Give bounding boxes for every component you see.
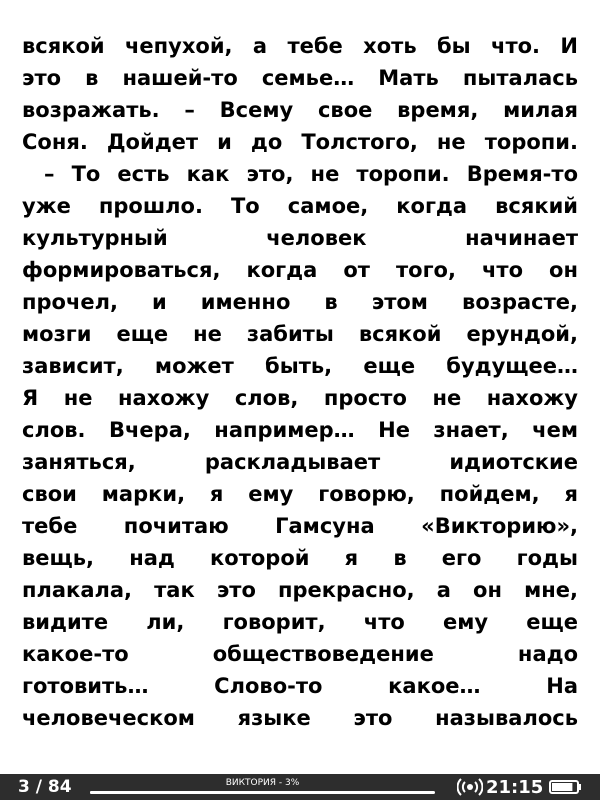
clock: 21:15 xyxy=(486,777,544,798)
text-line: уже прошло. То самое, когда всякий xyxy=(22,194,578,218)
text-line: видите ли, говорит, что ему еще xyxy=(22,610,578,634)
text-line: Соня. Дойдет и до Толстого, не торопи. xyxy=(22,130,578,154)
reading-progress[interactable] xyxy=(90,777,435,797)
text-line: формироваться, когда от того, что он xyxy=(22,258,578,282)
text-line: слов. Вчера, например… Не знает, чем xyxy=(22,418,578,442)
book-title: ВИКТОРИЯ - 3% xyxy=(225,778,300,788)
text-line: – То есть как это, не торопи. Время-то xyxy=(44,162,578,186)
progress-track xyxy=(90,791,435,794)
text-line: вещь, над которой я в его годы xyxy=(22,546,578,570)
text-line: тебе почитаю Гамсуна «Викторию», xyxy=(22,514,578,538)
text-line: какое-то обществоведение надо xyxy=(22,642,578,666)
text-line: всякой чепухой, а тебе хоть бы что. И xyxy=(22,34,578,58)
battery-icon[interactable] xyxy=(549,780,582,794)
text-line: свои марки, я ему говорю, пойдем, я xyxy=(22,482,578,506)
text-line: культурный человек начинает xyxy=(22,226,578,250)
reader-page[interactable] xyxy=(22,30,578,760)
text-line: человеческом языке это называлось xyxy=(22,706,578,730)
text-line: заняться, раскладывает идиотские xyxy=(22,450,578,474)
progress-fill xyxy=(90,791,100,794)
text-line: это в нашей-то семье… Мать пыталась xyxy=(22,66,578,90)
text-line: плакала, так это прекрасно, а он мне, xyxy=(22,578,578,602)
page-indicator[interactable]: 3 / 84 xyxy=(18,777,72,797)
text-line: мозги еще не забиты всякой ерундой, xyxy=(22,322,578,346)
text-line: прочел, и именно в этом возрасте, xyxy=(22,290,578,314)
status-bar xyxy=(0,774,600,800)
text-line: готовить… Слово-то какое… На xyxy=(22,674,578,698)
text-line: возражать. – Всему свое время, милая xyxy=(22,98,578,122)
wifi-icon[interactable] xyxy=(457,778,483,796)
text-line: Я не нахожу слов, просто не нахожу xyxy=(22,386,578,410)
text-line: зависит, может быть, еще будущее… xyxy=(22,354,578,378)
